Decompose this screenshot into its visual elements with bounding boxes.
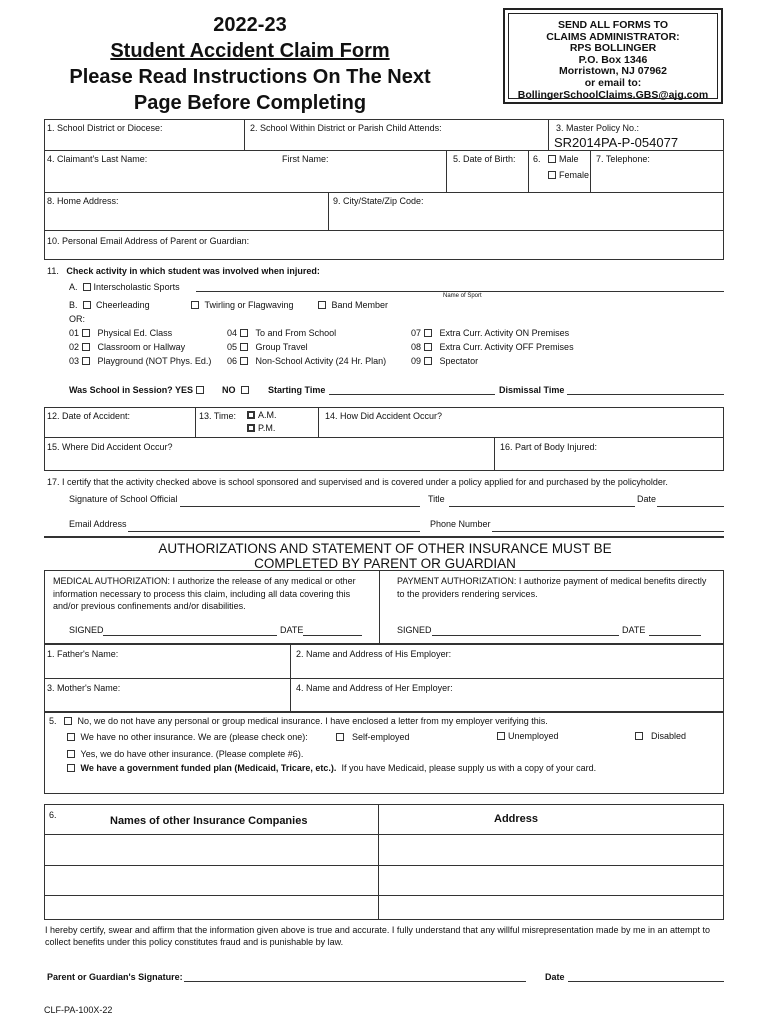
checkbox[interactable] — [240, 329, 248, 337]
activity-option-09[interactable]: 09 Spectator — [411, 356, 479, 366]
checkbox[interactable] — [82, 329, 90, 337]
instructions-line-2: Page Before Completing — [133, 92, 367, 114]
cheerleading-checkbox[interactable] — [83, 301, 91, 309]
authorizations-heading: AUTHORIZATIONS AND STATEMENT OF OTHER INSURANCE MUST BE COMPLETED BY PARENT OR GUARDIAN — [158, 541, 612, 571]
no-checkbox[interactable] — [241, 386, 249, 394]
checkbox[interactable] — [424, 343, 432, 351]
body-part-field[interactable]: 16. Part of Body Injured: — [500, 442, 598, 452]
payment-authorization: PAYMENT AUTHORIZATION: I authorize payment of medical benefits directly to the providers rendering services. — [397, 576, 707, 599]
parent-date-input[interactable] — [568, 970, 724, 982]
payment-date-label: DATE — [622, 625, 646, 635]
form-year: 2022-23 — [213, 14, 287, 36]
checkbox[interactable] — [240, 357, 248, 365]
parent-email-field[interactable]: 10. Personal Email Address of Parent or Guardian: — [47, 236, 250, 246]
parent-signature-label: Parent or Guardian's Signature: — [47, 972, 183, 982]
self-employed-checkbox[interactable] — [336, 733, 344, 741]
female-option[interactable]: Female — [548, 170, 589, 180]
am-option[interactable]: A.M. — [247, 410, 277, 420]
checkbox[interactable] — [424, 357, 432, 365]
dismissal-time-label: Dismissal Time — [499, 385, 565, 395]
school-official-signature-label: Signature of School Official — [69, 494, 178, 504]
no-other-insurance-checkbox[interactable] — [67, 733, 75, 741]
form-title: Student Accident Claim Form — [110, 40, 390, 62]
send-line: CLAIMS ADMINISTRATOR: — [546, 30, 680, 43]
send-line: Morristown, NJ 07962 — [559, 65, 667, 78]
no-other-insurance-option[interactable]: We have no other insurance. We are (please check one): — [67, 732, 308, 742]
medical-date-label: DATE — [280, 625, 304, 635]
date-label: Date — [637, 494, 657, 504]
male-option[interactable]: Male — [548, 154, 579, 164]
female-checkbox[interactable] — [548, 171, 556, 179]
father-employer-field[interactable]: 2. Name and Address of His Employer: — [296, 649, 452, 659]
send-line: RPS BOLLINGER — [569, 42, 657, 55]
checkbox[interactable] — [424, 329, 432, 337]
payment-signature-input[interactable] — [432, 624, 619, 636]
school-district-field[interactable]: 1. School District or Diocese: — [47, 123, 163, 133]
checkbox[interactable] — [82, 357, 90, 365]
section-6-number: 6. — [49, 810, 57, 820]
medical-authorization: MEDICAL AUTHORIZATION: I authorize the release of any medical or other information necessary to process this claim, including all data covering this and/or previous confinements and/or disabilities. — [53, 576, 356, 611]
master-policy-number: SR2014PA-P-054077 — [554, 135, 679, 150]
twirling-option[interactable]: Twirling or Flagwaving — [191, 300, 294, 310]
email-label: Email Address — [69, 519, 127, 529]
home-address-field[interactable]: 8. Home Address: — [47, 196, 119, 206]
insurance-names-header: Names of other Insurance Companies — [110, 815, 308, 827]
activity-heading: 11. Check activity in which student was involved when injured: — [47, 266, 320, 276]
interscholastic-checkbox[interactable] — [83, 283, 91, 291]
activity-option-02[interactable]: 02 Classroom or Hallway — [69, 342, 186, 352]
band-checkbox[interactable] — [318, 301, 326, 309]
activity-option-07[interactable]: 07 Extra Curr. Activity ON Premises — [411, 328, 570, 338]
activity-option-06[interactable]: 06 Non-School Activity (24 Hr. Plan) — [227, 356, 387, 366]
disabled-checkbox[interactable] — [635, 732, 643, 740]
send-line: SEND ALL FORMS TO — [557, 19, 669, 31]
starting-time-input[interactable] — [329, 383, 495, 395]
or-label: OR: — [69, 314, 86, 324]
city-state-zip-field[interactable]: 9. City/State/Zip Code: — [333, 196, 424, 206]
section-divider — [44, 536, 724, 538]
starting-time-label: Starting Time — [268, 385, 326, 395]
yes-other-insurance-checkbox[interactable] — [67, 750, 75, 758]
twirling-checkbox[interactable] — [191, 301, 199, 309]
interscholastic-option[interactable]: A. Interscholastic Sports — [69, 282, 180, 292]
payment-signed-label: SIGNED — [397, 625, 432, 635]
medical-signed-label: SIGNED — [69, 625, 104, 635]
title-input[interactable] — [449, 494, 635, 507]
band-option[interactable]: Band Member — [318, 300, 388, 310]
date-input[interactable] — [657, 494, 724, 507]
activity-option-03[interactable]: 03 Playground (NOT Phys. Ed.) — [69, 356, 212, 366]
pm-option[interactable]: P.M. — [247, 423, 275, 433]
instructions-line-1: Please Read Instructions On The Next — [69, 66, 431, 88]
checkbox[interactable] — [82, 343, 90, 351]
male-checkbox[interactable] — [548, 155, 556, 163]
school-in-session-no[interactable]: NO — [222, 385, 252, 395]
gender-label: 6. — [533, 154, 541, 164]
parent-signature-input[interactable] — [184, 970, 526, 982]
date-of-birth-field[interactable]: 5. Date of Birth: — [453, 154, 516, 164]
no-insurance-checkbox[interactable] — [64, 717, 72, 725]
email-input[interactable] — [128, 519, 420, 532]
title-label: Title — [428, 494, 445, 504]
mother-employer-field[interactable]: 4. Name and Address of Her Employer: — [296, 683, 453, 693]
yes-other-insurance-option[interactable]: Yes, we do have other insurance. (Please complete #6). — [67, 749, 303, 759]
claims-email: BollingerSchoolClaims.GBS@ajg.com — [517, 88, 709, 101]
date-of-accident-field[interactable]: 12. Date of Accident: — [47, 411, 131, 421]
activity-option-04[interactable]: 04 To and From School — [227, 328, 337, 338]
activity-option-05[interactable]: 05 Group Travel — [227, 342, 308, 352]
send-line: P.O. Box 1346 — [578, 53, 648, 66]
activity-option-01[interactable]: 01 Physical Ed. Class — [69, 328, 173, 338]
how-accident-field[interactable]: 14. How Did Accident Occur? — [325, 411, 443, 421]
yes-checkbox[interactable] — [196, 386, 204, 394]
am-checkbox[interactable] — [247, 411, 255, 419]
phone-label: Phone Number — [430, 519, 491, 529]
last-name-field[interactable]: 4. Claimant's Last Name: — [47, 154, 148, 164]
send-forms-box — [503, 8, 723, 104]
send-line: or email to: — [584, 76, 642, 89]
medical-signature-input[interactable] — [103, 624, 277, 636]
insurance-address-header: Address — [494, 813, 539, 825]
master-policy-label: 3. Master Policy No.: — [556, 123, 640, 133]
first-name-field[interactable]: First Name: — [282, 154, 329, 164]
form-code: CLF-PA-100X-22 — [44, 1005, 113, 1015]
activity-option-08[interactable]: 08 Extra Curr. Activity OFF Premises — [411, 342, 574, 352]
unemployed-option[interactable]: Unemployed — [497, 731, 559, 741]
sport-name-line[interactable] — [196, 279, 724, 292]
where-accident-field[interactable]: 15. Where Did Accident Occur? — [47, 442, 173, 452]
payment-date-input[interactable] — [649, 624, 701, 636]
dismissal-time-input[interactable] — [567, 383, 724, 395]
self-employed-option[interactable]: Self-employed — [336, 732, 410, 742]
telephone-field[interactable]: 7. Telephone: — [596, 154, 650, 164]
certify-statement: 17. I certify that the activity checked above is school sponsored and supervised and is covered under a policy applied for and purchased by the policyholder. — [47, 477, 668, 487]
form-header — [40, 12, 460, 116]
phone-input[interactable] — [492, 519, 724, 532]
time-label: 13. Time: — [199, 411, 237, 421]
government-plan-option[interactable]: We have a government funded plan (Medicaid, Tricare, etc.). If you have Medicaid, please supply us with a copy of your card. — [67, 763, 596, 773]
checkbox[interactable] — [240, 343, 248, 351]
name-of-sport-caption: Name of Sport — [443, 293, 482, 299]
no-insurance-option[interactable]: 5. No, we do not have any personal or group medical insurance. I have enclosed a letter from my employer verifying this. — [49, 716, 548, 726]
cheerleading-option[interactable]: B. Cheerleading — [69, 300, 150, 310]
government-plan-checkbox[interactable] — [67, 764, 75, 772]
school-in-session-yes[interactable]: Was School in Session? YES — [69, 385, 207, 395]
father-name-field[interactable]: 1. Father's Name: — [47, 649, 119, 659]
unemployed-checkbox[interactable] — [497, 732, 505, 740]
school-attended-field[interactable]: 2. School Within District or Parish Child Attends: — [250, 123, 442, 133]
parent-date-label: Date — [545, 972, 565, 982]
disabled-option[interactable]: Disabled — [635, 731, 686, 741]
pm-checkbox[interactable] — [247, 424, 255, 432]
mother-name-field[interactable]: 3. Mother's Name: — [47, 683, 121, 693]
medical-date-input[interactable] — [303, 624, 362, 636]
school-official-signature-input[interactable] — [180, 494, 420, 507]
affirmation-statement: I hereby certify, swear and affirm that the information given above is true and accurate. I fully understand that any willful misrepresentation made by me in an attempt to collect benefits under this policy constitutes fraud and is punishable by law. — [45, 925, 711, 947]
